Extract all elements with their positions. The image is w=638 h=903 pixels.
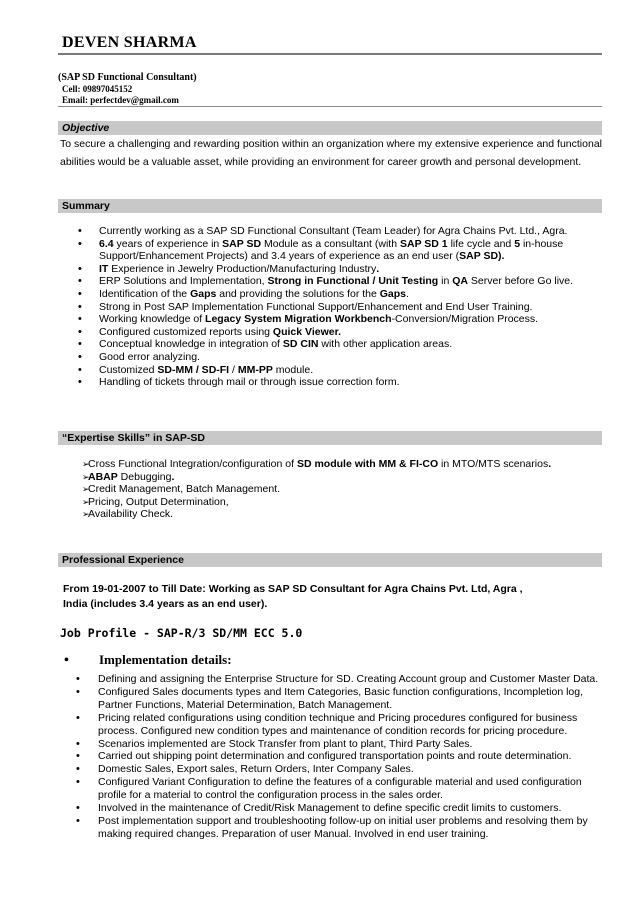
bold-text: SD-MM / SD-FI [157,363,230,376]
bold-text: Legacy System Migration Workbench [205,313,392,326]
bold-text: Gaps [190,287,217,300]
header-divider [58,53,602,55]
item-text: Pricing, Output Determination, [88,495,229,508]
bold-text: SD module with MM & FI-CO [296,458,439,470]
list-item [60,496,600,509]
bullet-icon: • [76,685,80,698]
item-text: Debugging [117,470,172,483]
bullet-icon: • [76,750,80,763]
item-text: Involved in the maintenance of Credit/Risk Management to define specific credit limits to customers. [98,802,562,815]
bullet-icon: • [78,363,82,376]
contact-cell: Cell: 09897045152 [62,84,133,94]
experience-note: India (includes 3.4 years as an end user). [63,598,268,610]
list-item [70,750,608,763]
list-item [68,351,588,364]
list-item [68,338,588,351]
list-item [68,238,588,263]
bold-text: Strong in Functional / Unit Testing [267,275,439,288]
bullet-icon: • [78,287,82,300]
item-text: Defining and assigning the Enterprise Structure for SD. Creating Account group and Customer Master Data. [98,673,599,685]
item-text: ERP Solutions and Implementation, [99,275,268,288]
item-text: Working knowledge of [99,313,206,326]
summary-list [68,225,588,389]
bold-text: . [548,458,552,470]
bold-text: . [171,470,175,483]
experience-heading: Professional Experience [58,553,602,567]
expertise-heading: “Expertise Skills” in SAP-SD [58,431,602,445]
item-text: in [438,275,453,288]
bold-text: SAP SD 1 [399,237,448,250]
arrow-bullet-icon: ➢ [82,496,90,507]
item-text: Customized [99,363,158,376]
item-text: Configured Sales documents types and Item Categories, Basic function configurations, Incompletion log, Partner Functions, Material Determination, Batch Management. [98,685,584,711]
implementation-list [70,673,608,841]
bullet-icon: • [78,338,82,351]
list-item [68,301,588,314]
objective-text: To secure a challenging and rewarding position within an organization where my extensive experience and functional abilities would be a valuable asset, while providing an environment for career growth and personal development. [60,138,602,168]
bold-text: . [376,262,380,275]
list-item [68,326,588,339]
bold-text: 5 [514,237,521,250]
item-text: Good error analyzing. [99,350,200,363]
bullet-icon: • [76,802,80,815]
bullet-icon: • [78,225,82,237]
item-text: Credit Management, Batch Management. [88,483,281,496]
contact-divider [58,106,602,107]
bullet-icon: • [76,737,80,750]
item-text: Cross Functional Integration/configuration of [88,458,297,470]
arrow-bullet-icon: ➢ [82,459,90,469]
bullet-icon: • [78,325,82,338]
list-item [68,313,588,326]
list-item [68,376,588,389]
item-text: in-house Support/Enhancement Projects) and 3.4 years of experience as an end user ( [99,237,564,263]
list-item [70,738,608,751]
bold-text: QA [452,275,468,288]
list-item [68,275,588,288]
item-text: Carried out shipping point determination and configured transportation points and route determination. [98,750,572,763]
bold-text: SD CIN [282,338,319,351]
bold-text: ABAP [88,470,118,483]
bullet-icon: • [78,275,82,288]
list-item [70,712,608,738]
contact-email: Email: perfectdev@gmail.com [62,95,179,105]
list-item [68,225,588,238]
item-text: Availability Check. [88,508,174,521]
bold-text: IT [99,262,109,275]
list-item [70,802,608,815]
summary-heading: Summary [58,199,602,213]
item-text: Post implementation support and troubleshooting follow-up on initial user problems and resolving them by making required changes. Preparation of user Manual. Involved in end user training. [98,814,588,840]
list-item [70,763,608,776]
list-item [70,815,608,841]
arrow-bullet-icon: ➢ [82,484,90,495]
item-text: Server before Go live. [467,275,574,288]
item-text: and providing the solutions for the [216,287,380,300]
item-text: Configured Variant Configuration to define the features of a configurable material and used configuration profile for a material to control the configuration process in the sales order. [98,776,582,802]
list-item [60,471,600,484]
list-item [70,686,608,712]
expertise-list [60,458,600,521]
candidate-role: (SAP SD Functional Consultant) [58,72,197,83]
implementation-title: Implementation details: [99,652,232,667]
bullet-icon: • [78,313,82,326]
bold-text: 6.4 [99,237,114,250]
item-text: Identification of the [99,287,191,300]
bold-text: SAP SD). [459,250,505,263]
candidate-name: DEVEN SHARMA [62,34,197,51]
implementation-heading [64,652,232,669]
item-text: Experience in Jewelry Production/Manufacturing Industry [108,262,377,275]
item-text: Currently working as a SAP SD Functional Consultant (Team Leader) for Agra Chains Pvt. Ltd., Agra. [99,225,568,237]
item-text: Strong in Post SAP Implementation Functional Support/Enhancement and End User Training. [99,300,533,313]
list-item [60,483,600,496]
objective-heading: Objective [58,121,602,135]
bullet-icon: • [76,711,80,724]
list-item [60,508,600,521]
list-item [68,263,588,276]
bullet-icon: • [76,763,80,776]
bullet-icon: • [64,653,69,668]
bullet-icon: • [78,350,82,363]
item-text: Handling of tickets through mail or through issue correction form. [99,376,400,389]
list-item [68,288,588,301]
experience-period: From 19-01-2007 to Till Date: Working as SAP SD Consultant for Agra Chains Pvt. Ltd, Agra , [63,583,523,595]
list-item [68,364,588,377]
item-text: . [406,287,409,300]
list-item [60,458,600,471]
item-text: Module as a consultant (with [261,237,400,250]
bullet-icon: • [76,776,80,789]
item-text: with other application areas. [318,338,453,351]
job-profile-title: Job Profile - SAP-R/3 SD/MM ECC 5.0 [60,626,303,640]
bullet-icon: • [78,237,82,250]
item-text: Configured customized reports using [99,325,273,338]
arrow-bullet-icon: ➢ [82,471,90,482]
bullet-icon: • [78,376,82,389]
arrow-bullet-icon: ➢ [82,509,90,520]
item-text: life cycle and [447,237,515,250]
bold-text: SAP SD [222,237,262,250]
list-item [70,673,608,686]
item-text: Domestic Sales, Export sales, Return Orders, Inter Company Sales. [98,763,414,776]
list-item [70,776,608,802]
item-text: years of experience in [113,237,223,250]
item-text: Scenarios implemented are Stock Transfer from plant to plant, Third Party Sales. [98,737,473,750]
item-text: module. [272,363,314,376]
bullet-icon: • [76,673,80,685]
bold-text: Gaps [379,287,407,300]
item-text: in MTO/MTS scenarios [438,458,549,470]
bold-text: MM-PP [237,363,273,376]
item-text: Conceptual knowledge in integration of [99,338,283,351]
bullet-icon: • [78,300,82,313]
bullet-icon: • [76,814,80,827]
item-text: / [229,363,238,376]
item-text: -Conversion/Migration Process. [391,313,539,326]
item-text: Pricing related configurations using condition technique and Pricing procedures configured for business process. Configured new condition types and maintenance of condition records for pricing procedure. [98,711,578,737]
bullet-icon: • [78,262,82,275]
bold-text: Quick Viewer. [272,325,342,338]
